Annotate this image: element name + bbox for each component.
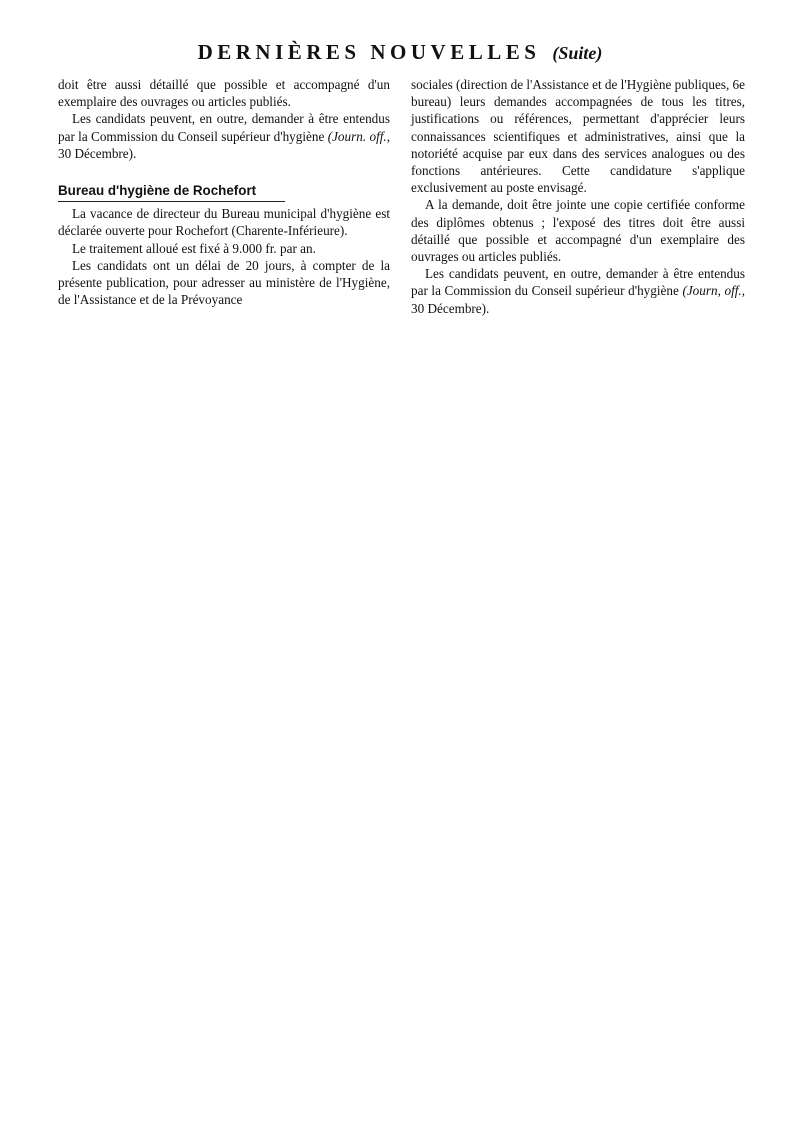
left-paragraph-2-citation: (Journ. off.,	[327, 128, 390, 144]
right-paragraph-3	[411, 265, 745, 317]
left-paragraph-3: La vacance de directeur du Bureau municipal d'hygiène est déclarée ouverte pour Rochefort (Charente-Inférieure).	[58, 206, 390, 239]
page-header	[0, 40, 800, 65]
right-paragraph-1: sociales (direction de l'Assistance et de l'Hygiène publiques, 6e bureau) leurs demandes accompagnées de tous les titres, justifications ou références, permettant d'apprécier leurs connaissances scientifiques et administratives, ainsi que la notoriété acquise par eux dans des services analogues ou des fonctions antérieures. Cette candidature s'applique exclusivement au poste envisagé.	[411, 77, 745, 196]
section-title: Bureau d'hygiène de Rochefort	[58, 182, 285, 202]
left-column	[58, 76, 390, 308]
right-paragraph-3-text: Les candidats peuvent, en outre, demander à être entendus par la Commission du Conseil supérieur d'hygiène	[411, 266, 745, 299]
right-paragraph-3-citation: (Journ, off.,	[682, 283, 745, 299]
header-title: DERNIÈRES NOUVELLES	[197, 40, 541, 64]
left-paragraph-1: doit être aussi détaillé que possible et accompagné d'un exemplaire des ouvrages ou articles publiés.	[58, 77, 390, 110]
right-paragraph-3-date: 30 Décembre).	[411, 300, 490, 316]
left-paragraph-2-text: Les candidats peuvent, en outre, demander à être entendus par la Commission du Conseil supérieur d'hygiène	[58, 111, 390, 144]
left-paragraph-4: Le traitement alloué est fixé à 9.000 fr. par an.	[72, 240, 316, 256]
left-paragraph-2	[58, 110, 390, 162]
right-paragraph-2: A la demande, doit être jointe une copie certifiée conforme des diplômes obtenus ; l'exposé des titres doit être aussi détaillé que possible et accompagné d'un exemplaire des ouvrages ou articles publiés.	[411, 197, 745, 265]
right-column	[411, 76, 745, 317]
header-suite: (Suite)	[552, 43, 603, 63]
left-paragraph-2-date: 30 Décembre).	[58, 145, 137, 161]
left-paragraph-5: Les candidats ont un délai de 20 jours, à compter de la présente publication, pour adresser au ministère de l'Hygiène, de l'Assistance et de la Prévoyance	[58, 257, 390, 308]
